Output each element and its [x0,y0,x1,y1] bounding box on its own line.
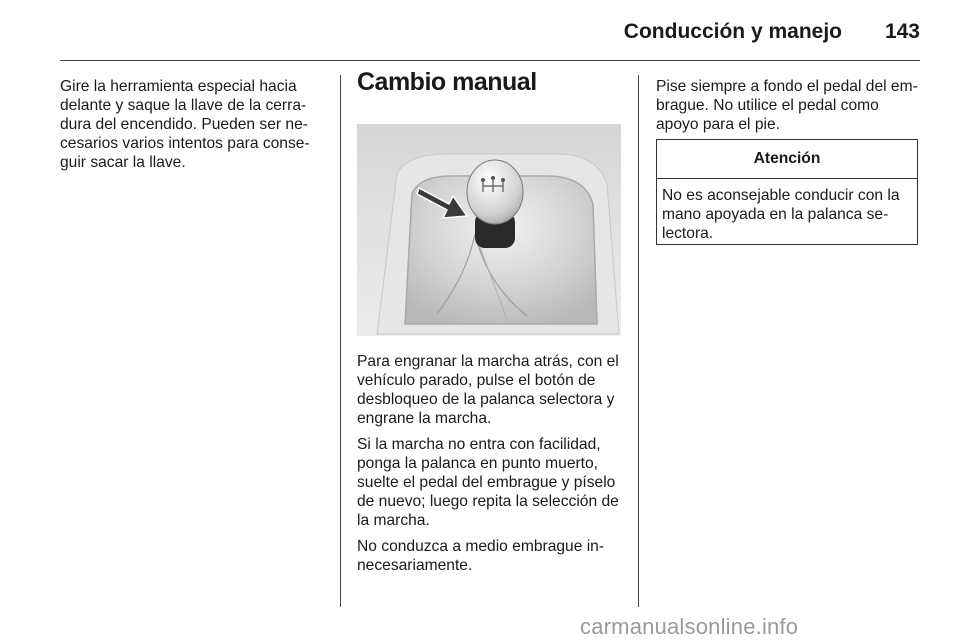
column-1-paragraph: Gire la herramienta especial hacia delante y saque la llave de la cerra-dura del encendido. Pueden ser ne-cesarios varios intentos para conse-guir sacar la llave. [60,78,310,171]
gear-shift-illustration [357,124,621,336]
gear-shift-drawing [357,124,621,336]
section-heading: Cambio manual [357,68,537,96]
page-header [0,0,960,62]
column-divider-right [638,75,639,607]
section-title: Conducción y manejo [623,20,842,43]
column-divider-left [340,75,341,607]
column-2-paragraph-2: Si la marcha no entra con facilidad, ponga la palanca en punto muerto, suelte el pedal del embrague y píselo de nuevo; luego repita la selección de la marcha. [357,436,619,529]
caution-box [656,139,918,245]
column-3-paragraph: Pise siempre a fondo el pedal del em-brague. No utilice el pedal como apoyo para el pie. [656,78,918,133]
page-number: 143 [884,20,920,43]
column-2 [357,68,627,96]
header-rule [60,60,920,61]
column-2-paragraph-3: No conduzca a medio embrague in-necesariamente. [357,538,605,574]
column-1 [60,77,324,180]
watermark: carmanualsonline.info [580,614,799,639]
caution-title: Atención [657,140,917,179]
column-3 [656,77,920,142]
caution-text: No es aconsejable conducir con la mano apoyada en la palanca se-lectora. [662,187,900,242]
column-2-paragraph-1: Para engranar la marcha atrás, con el vehículo parado, pulse el botón de desbloqueo de la palanca selectora y engrane la marcha. [357,353,619,427]
column-2-body [357,352,627,582]
